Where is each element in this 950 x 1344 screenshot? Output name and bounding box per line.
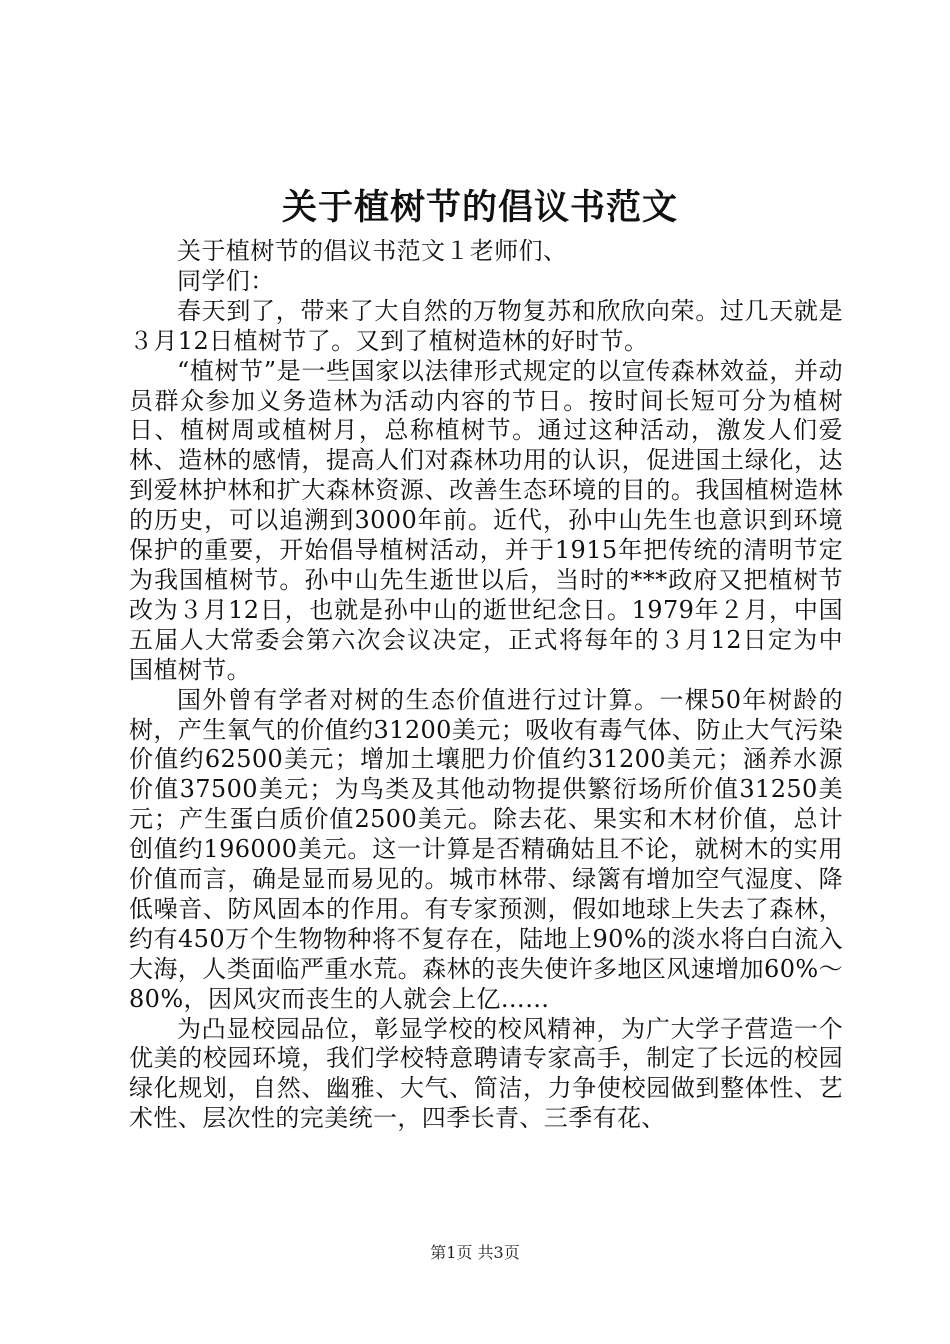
document-body — [129, 237, 843, 1134]
paragraph-spring: 春天到了，带来了大自然的万物复苏和欣欣向荣。过几天就是３月12日植树节了。又到了植树造林的好时节。 — [129, 296, 843, 355]
paragraph-tree-value: 国外曾有学者对树的生态价值进行过计算。一棵50年树龄的树，产生氧气的价值约31200美元；吸收有毒气体、防止大气污染价值约62500美元；增加土壤肥力价值约31200美元；涵养水源价值37500美元；为鸟类及其他动物提供繁衍场所价值31250美元；产生蛋白质价值2500美元。除去花、果实和木材价值，总计创值约196000美元。这一计算是否精确姑且不论，就树木的实用价值而言，确是显而易见的。城市林带、绿篱有增加空气湿度、降低噪音、防风固本的作用。有专家预测，假如地球上失去了森林，约有450万个生物物种将不复存在，陆地上90%的淡水将白白流入大海，人类面临严重水荒。森林的丧失使许多地区风速增加60%～80%，因风灾而丧生的人就会上亿…… — [129, 685, 843, 1013]
page-footer: 第1页 共3页 — [430, 1243, 520, 1262]
document-title: 关于植树节的倡议书范文 — [281, 187, 678, 228]
paragraph-salutation-2: 同学们： — [177, 266, 275, 295]
paragraph-arbor-day-history: “植树节”是一些国家以法律形式规定的以宣传森林效益，并动员群众参加义务造林为活动内容的节日。按时间长短可分为植树日、植树周或植树月，总称植树节。通过这种活动，激发人们爱林、造林的感情，提高人们对森林功用的认识，促进国土绿化，达到爱林护林和扩大森林资源、改善生态环境的目的。我国植树造林的历史，可以追溯到3000年前。近代，孙中山先生也意识到环境保护的重要，开始倡导植树活动，并于1915年把传统的清明节定为我国植树节。孙中山先生逝世以后，当时的***政府又把植树节改为３月12日，也就是孙中山的逝世纪念日。1979年２月，中国五届人大常委会第六次会议决定，正式将每年的３月12日定为中国植树节。 — [129, 356, 843, 684]
paragraph-campus-greening: 为凸显校园品位，彰显学校的校风精神，为广大学子营造一个优美的校园环境，我们学校特意聘请专家高手，制定了长远的校园绿化规划，自然、幽雅、大气、简洁，力争使校园做到整体性、艺术性、层次性的完美统一，四季长青、三季有花、 — [129, 1014, 843, 1133]
paragraph-salutation-1: 关于植树节的倡议书范文１老师们、 — [177, 237, 568, 265]
